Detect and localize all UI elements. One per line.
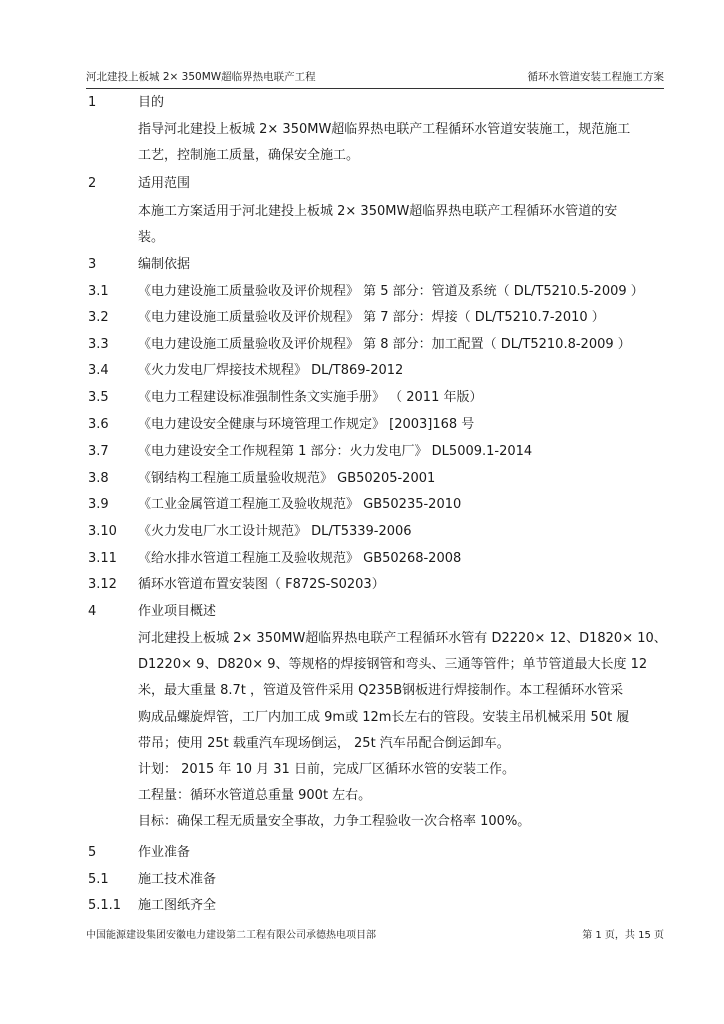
reference-item [0,574,724,596]
section-title: 编制依据 [138,257,191,272]
item-number: 3.11 [88,551,117,566]
subsection-heading [0,869,724,891]
paragraph-line: 河北建投上板城 2× 350MW超临界热电联产工程循环水管有 D2220× 12、D1820× 10、 [138,631,667,646]
section-number: 4 [88,604,97,619]
paragraph-line: 米，最大重量 8.7t ，管道及管件采用 Q235B钢板进行焊接制作。本工程循环水管采 [138,683,624,699]
paragraph-line: 工程量：循环水管道总重量 900t 左右。 [138,788,372,804]
item-text: 《电力工程建设标准强制性条文实施手册》 （ 2011 年版） [138,390,483,405]
page-number: 第 1 页，共 15 页 [582,930,664,941]
reference-item [0,334,724,356]
item-number: 3.7 [88,444,109,459]
reference-item [0,307,724,329]
item-text: 《电力建设施工质量验收及评价规程》 第 8 部分：加工配置（ DL/T5210.8-2009 ） [138,337,631,352]
section-heading [0,92,724,114]
item-text: 循环水管道布置安装图（ F872S-S0203） [138,577,385,592]
section-heading [0,601,724,623]
item-number: 3.2 [88,310,109,325]
item-number: 3.4 [88,363,109,378]
reference-item [0,281,724,303]
item-number: 3.5 [88,390,109,405]
section-title: 施工技术准备 [138,872,217,887]
reference-item [0,441,724,463]
item-text: 《火力发电厂焊接技术规程》 DL/T869-2012 [138,363,404,378]
paragraph-line: 工艺，控制施工质量，确保安全施工。 [138,148,360,164]
section-number: 5.1 [88,872,109,887]
section-number: 5.1.1 [88,898,122,913]
reference-item [0,387,724,409]
section-number: 1 [88,95,97,110]
item-number: 3.3 [88,337,109,352]
overview-paragraph [138,626,678,836]
section-heading [0,254,724,276]
section-heading [0,173,724,195]
item-text: 《火力发电厂水工设计规范》 DL/T5339-2006 [138,524,412,539]
purpose-paragraph [138,117,678,169]
section-title: 适用范围 [138,176,191,191]
item-text: 《给水排水管道工程施工及验收规范》 GB50268-2008 [138,551,462,566]
paragraph-line: 购成品螺旋焊管，工厂内加工成 9m或 12m长左右的管段。安装主吊机械采用 50t 履 [138,709,630,725]
paragraph-line: D1220× 9、D820× 9、等规格的焊接钢管和弯头、三通等管件；单节管道最大长度 12 [138,657,648,673]
item-number: 3.9 [88,497,109,512]
section-heading [0,842,724,864]
item-text: 《电力建设施工质量验收及评价规程》 第 7 部分：焊接（ DL/T5210.7-2010 ） [138,310,605,325]
paragraph-line: 带吊；使用 25t 载重汽车现场倒运， 25t 汽车吊配合倒运卸车。 [138,735,510,751]
item-text: 《钢结构工程施工质量验收规范》 GB50205-2001 [138,471,436,486]
paragraph-line: 装。 [138,230,165,246]
reference-item [0,521,724,543]
item-number: 3.1 [88,284,109,299]
header-document-title: 循环水管道安装工程施工方案 [527,71,664,83]
paragraph-line: 目标：确保工程无质量安全事故，力争工程验收一次合格率 100%。 [138,814,531,830]
section-title: 施工图纸齐全 [138,898,217,913]
section-title: 作业项目概述 [138,604,217,619]
reference-item [0,360,724,382]
item-number: 3.8 [88,471,109,486]
paragraph-line: 计划： 2015 年 10 月 31 日前，完成厂区循环水管的安装工作。 [138,762,515,778]
reference-item [0,468,724,490]
item-text: 《电力建设施工质量验收及评价规程》 第 5 部分：管道及系统（ DL/T5210.5-2009 ） [138,284,644,299]
item-text: 《工业金属管道工程施工及验收规范》 GB50235-2010 [138,497,462,512]
footer-company: 中国能源建设集团安徽电力建设第二工程有限公司承德热电项目部 [86,930,376,941]
item-number: 3.12 [88,577,117,592]
reference-item [0,548,724,570]
paragraph-line: 本施工方案适用于河北建投上板城 2× 350MW超临界热电联产工程循环水管道的安 [138,204,618,219]
paragraph-line: 指导河北建投上板城 2× 350MW超临界热电联产工程循环水管道安装施工，规范施工 [138,122,631,137]
section-title: 作业准备 [138,845,191,860]
item-text: 《电力建设安全工作规程第 1 部分：火力发电厂》 DL5009.1-2014 [138,444,533,459]
header-project-title: 河北建投上板城 2× 350MW超临界热电联产工程 [86,71,316,83]
reference-item [0,494,724,516]
page-footer [86,926,664,942]
scope-paragraph [138,199,678,251]
item-text: 《电力建设安全健康与环境管理工作规定》 [2003]168 号 [138,417,475,432]
page-header [86,66,664,89]
subsection-heading [0,895,724,917]
item-number: 3.10 [88,524,117,539]
reference-item [0,414,724,436]
item-number: 3.6 [88,417,109,432]
section-number: 3 [88,257,97,272]
section-number: 5 [88,845,97,860]
section-title: 目的 [138,95,165,110]
section-number: 2 [88,176,97,191]
